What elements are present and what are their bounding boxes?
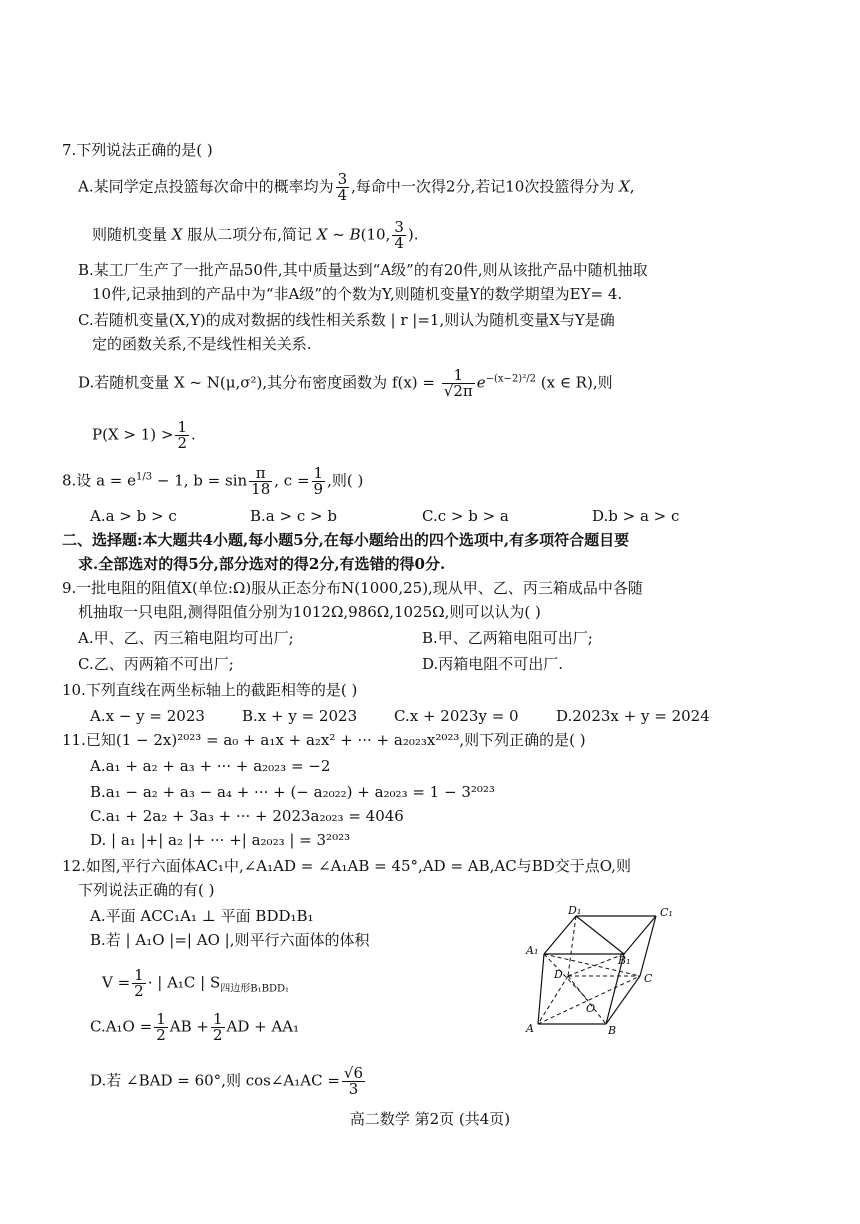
section-2-heading-line1: 二、选择题:本大题共4小题,每小题5分,在每小题给出的四个选项中,有多项符合题目要 — [62, 531, 630, 549]
q12-stem-line2: 下列说法正确的有( ) — [78, 881, 215, 899]
q7-option-b-line1: B.某工厂生产了一批产品50件,其中质量达到“A级”的有20件,则从该批产品中随机抽取 — [78, 261, 648, 279]
q11-option-a: A.a₁ + a₂ + a₃ + ··· + a₂₀₂₃ = −2 — [90, 757, 331, 775]
q10-stem: 10.下列直线在两坐标轴上的截距相等的是( ) — [62, 681, 358, 699]
q7-option-d-line1: D.若随机变量 X ~ N(μ,σ²),其分布密度函数为 f(x) = $\frac{1}{√2\pi}$ $e^{-(x-2)^2/2}$ (x ∈ R),则 — [78, 366, 613, 400]
q10-option-c: C.x + 2023y = 0 — [394, 707, 519, 725]
q9-option-d: D.丙箱电阻不可出厂. — [422, 655, 564, 673]
parallelepiped-figure — [520, 906, 700, 1036]
q7-option-c-line1: C.若随机变量(X,Y)的成对数据的线性相关系数 | r |=1,则认为随机变量X与Y是确 — [78, 311, 615, 329]
figure-label-c1: C₁ — [660, 906, 673, 919]
section-2-heading-line2: 求.全部选对的得5分,部分选对的得2分,有选错的得0分. — [78, 555, 446, 573]
figure-label-o: O — [586, 1002, 596, 1015]
figure-label-b: B — [608, 1024, 617, 1036]
q9-stem-line1: 9.一批电阻的阻值X(单位:Ω)服从正态分布N(1000,25),现从甲、乙、丙三箱成品中各随 — [62, 579, 643, 597]
q8-option-a: A.a > b > c — [90, 507, 177, 525]
figure-label-b1: B₁ — [618, 954, 631, 967]
q12-option-c: C.A₁O = $\frac{1}{2}$ AB + $\frac{1}{2}$ AD + AA₁ — [90, 1010, 300, 1044]
figure-label-a: A — [526, 1022, 534, 1035]
figure-label-d: D — [554, 968, 563, 981]
q9-option-c: C.乙、丙两箱不可出厂; — [78, 655, 234, 673]
figure-label-d1: D₁ — [568, 906, 582, 917]
q8-option-c: C.c > b > a — [422, 507, 509, 525]
q7-option-d-line2: P(X > 1) > $\frac{1}{2}$ . — [92, 418, 196, 452]
q7-stem: 7.下列说法正确的是( ) — [62, 141, 213, 159]
q8-option-d: D.b > a > c — [592, 507, 680, 525]
page-footer: 高二数学 第2页 (共4页) — [349, 1110, 511, 1128]
q12-option-d: D.若 ∠BAD = 60°,则 cos∠A₁AC = $\frac{√6}{3}$ — [90, 1064, 364, 1098]
q11-option-b: B.a₁ − a₂ + a₃ − a₄ + ··· + (− a₂₀₂₂) + a₂₀₂₃ = 1 − 3²⁰²³ — [90, 783, 495, 801]
q12-option-b-line2: V = $\frac{1}{2}$ · | A₁C | $S_{四边形B_1BDD_1}$ — [102, 966, 290, 1000]
q10-option-d: D.2023x + y = 2024 — [556, 707, 710, 725]
q10-option-b: B.x + y = 2023 — [242, 707, 358, 725]
q12-option-b-line1: B.若 | A₁O |=| AO |,则平行六面体的体积 — [90, 931, 370, 949]
q9-option-b: B.甲、乙两箱电阻可出厂; — [422, 629, 593, 647]
q8-option-b: B.a > c > b — [250, 507, 337, 525]
q10-option-a: A.x − y = 2023 — [90, 707, 205, 725]
q9-option-a: A.甲、乙、丙三箱电阻均可出厂; — [78, 629, 294, 647]
q7-option-b-line2: 10件,记录抽到的产品中为“非A级”的个数为Y,则随机变量Y的数学期望为EY= 4. — [92, 285, 623, 303]
fraction-3-4: $\frac{3}{4}$ — [337, 170, 348, 204]
q8-stem: 8.设 $a = e^{1/3} - 1$, b = sin $\frac{\pi}{18}$ , c = $\frac{1}{9}$ ,则( ) — [62, 464, 364, 498]
q11-option-c: C.a₁ + 2a₂ + 3a₃ + ··· + 2023a₂₀₂₃ = 4046 — [90, 807, 404, 825]
q7-option-c-line2: 定的函数关系,不是线性相关关系. — [92, 335, 312, 353]
q12-stem-line1: 12.如图,平行六面体AC₁中,∠A₁AD = ∠A₁AB = 45°,AD = AB,AC与BD交于点O,则 — [62, 857, 631, 875]
q7-option-a-line1: A.某同学定点投篮每次命中的概率均为 $\frac{3}{4}$ ,每命中一次得2分,若记10次投篮得分为 X, — [78, 170, 635, 204]
q11-option-d: D. | a₁ |+| a₂ |+ ··· +| a₂₀₂₃ | = 3²⁰²³ — [90, 831, 351, 849]
q11-stem: 11.已知(1 − 2x)²⁰²³ = a₀ + a₁x + a₂x² + ··· + a₂₀₂₃x²⁰²³,则下列正确的是( ) — [62, 731, 586, 749]
figure-label-c: C — [644, 972, 653, 985]
figure-label-a1: A₁ — [526, 944, 539, 957]
q12-option-a: A.平面 ACC₁A₁ ⊥ 平面 BDD₁B₁ — [90, 907, 314, 925]
q7-option-a-line2: 则随机变量 X 服从二项分布,简记 X ~ B(10, $\frac{3}{4}$ ). — [92, 218, 419, 252]
q9-stem-line2: 机抽取一只电阻,测得阻值分别为1012Ω,986Ω,1025Ω,则可以认为( ) — [78, 603, 541, 621]
